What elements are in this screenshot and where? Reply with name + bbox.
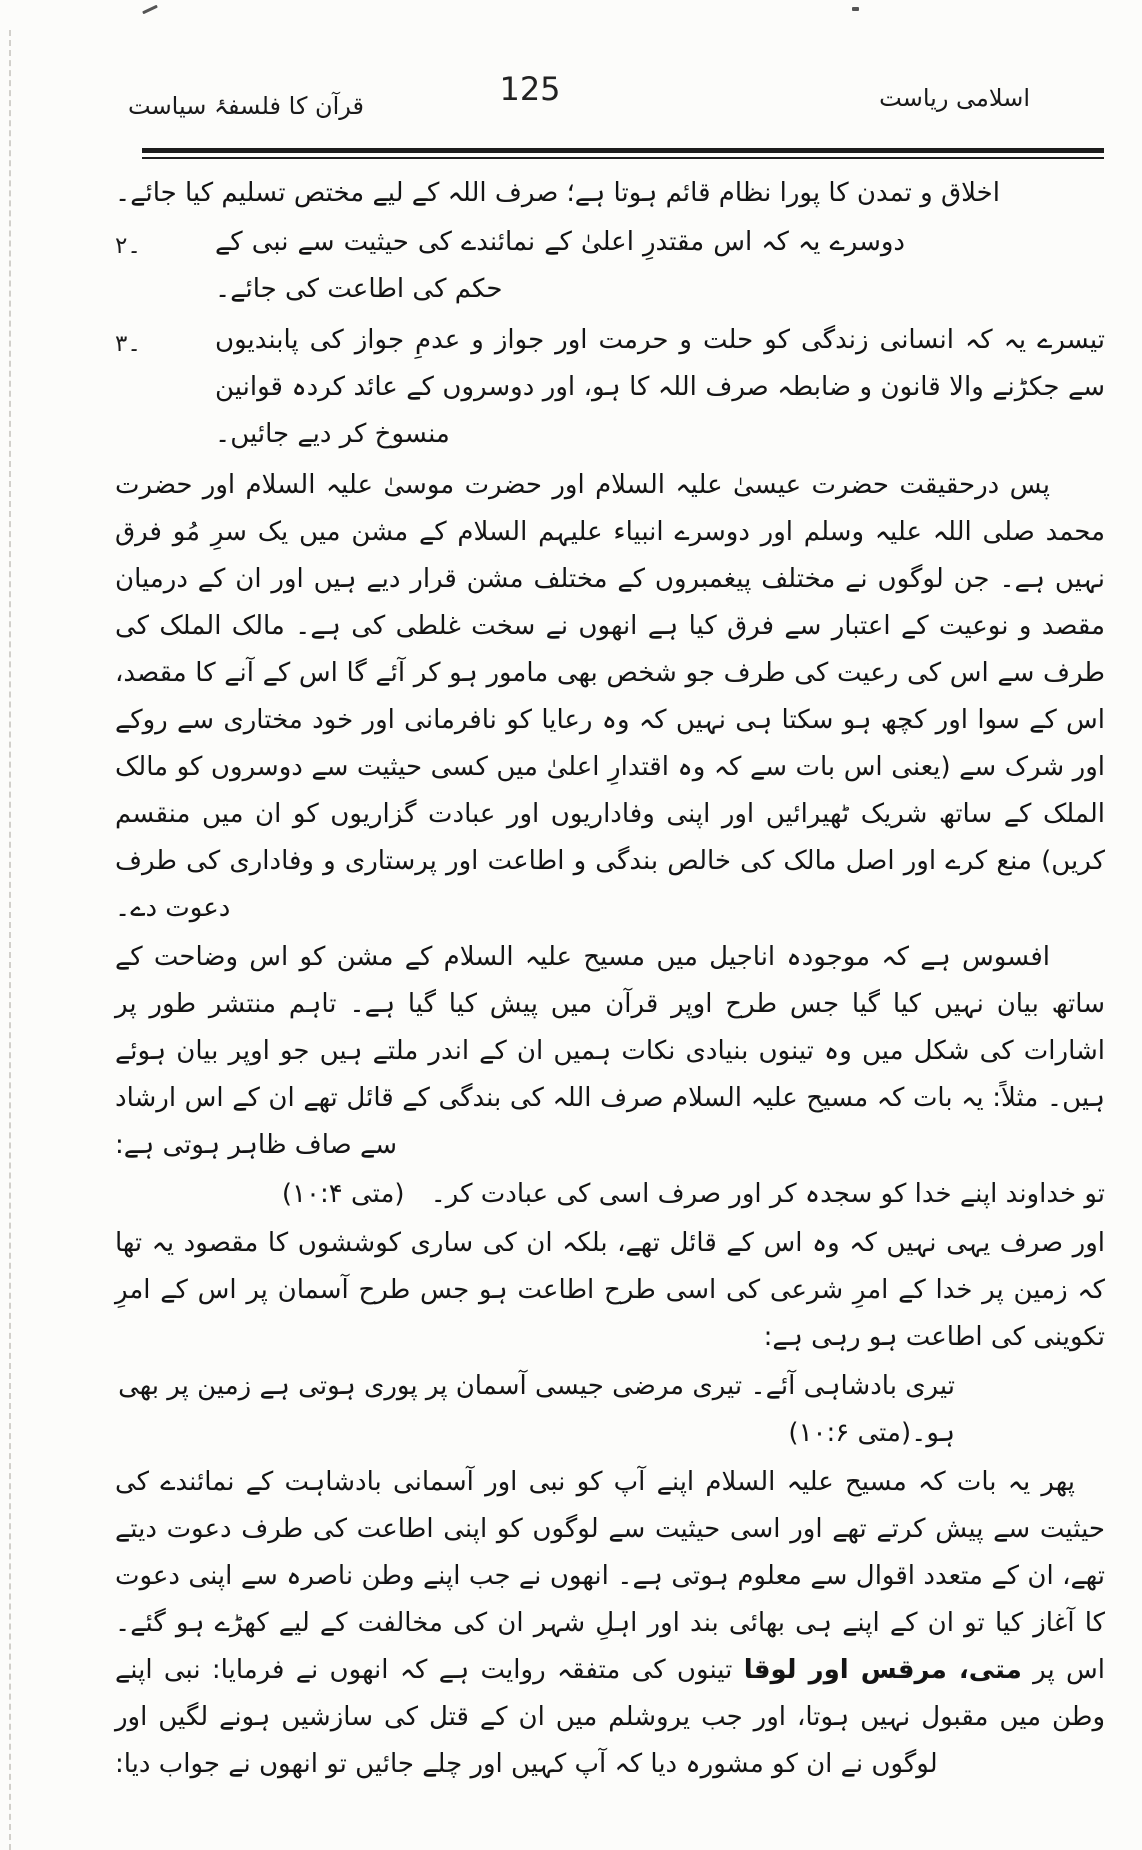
paragraph-kingdom-obedience: اور صرف یہی نہیں کہ وہ اس کے قائل تھے، بلکہ ان کی ساری کوششوں کا مقصود یہ تھا کہ زمین پر خدا کے امرِ شرعی کی اسی طرح اطاعت ہو جس طرح آسمان پر اس کے امرِ تکوینی کی اطاعت ہو رہی ہے:: [115, 1228, 1105, 1352]
item-3-text: تیسرے یہ کہ انسانی زندگی کو حلت و حرمت اور جواز و عدمِ جواز کی پابندیوں سے جکڑنے والا قانون و ضابطہ صرف اللہ کا ہو، اور دوسروں کے عائد کردہ قوانین منسوخ کر دیے جائیں۔: [215, 325, 1105, 449]
page-body: [115, 170, 1105, 1790]
running-head-right-title: اسلامی ریاست: [879, 84, 1030, 112]
paragraph-nazareth: [115, 1459, 1105, 1788]
item1-continuation-line: اخلاق و تمدن کا پورا نظام قائم ہوتا ہے؛ صرف اللہ کے لیے مختص تسلیم کیا جائے۔: [115, 178, 1000, 208]
paragraph-gospels-regret: افسوس ہے کہ موجودہ اناجیل میں مسیح علیہ السلام کے مشن کو اس وضاحت کے ساتھ بیان نہیں کیا گیا جس طرح اوپر قرآن میں پیش کیا گیا ہے۔ تاہم منتشر طور پر اشارات کی شکل میں وہ تینوں بنیادی نکات ہمیں ان کے اندر ملتے ہیں جو اوپر بیان ہوئے ہیں۔ مثلاً: یہ بات کہ مسیح علیہ السلام صرف اللہ کی بندگی کے قائل تھے ان کے اس ارشاد سے صاف ظاہر ہوتی ہے:: [115, 942, 1105, 1160]
quote-matthew-4-10-ref: (متی ۱۰:۴): [281, 1179, 405, 1209]
quote-matthew-4-10: [115, 1171, 1105, 1218]
numbered-item-2: [115, 219, 1105, 313]
quote-matthew-6-10: [115, 1363, 955, 1457]
scan-speck: [142, 5, 158, 14]
quote-matthew-6-10-text: تیری بادشاہی آئے۔ تیری مرضی جیسی آسمان پر پوری ہوتی ہے زمین پر بھی ہو۔: [118, 1371, 955, 1448]
header-double-rule: [142, 148, 1104, 159]
item-2-number: ۲۔: [115, 233, 141, 259]
quote-matthew-4-10-text: تو خداوند اپنے خدا کو سجدہ کر اور صرف اسی کی عبادت کر۔: [430, 1179, 1105, 1209]
paragraph-nazareth-bold-evangelists: متی، مرقس اور لوقا: [743, 1655, 1022, 1685]
numbered-item-3: [115, 317, 1105, 458]
paragraph-nazareth-post: تینوں کی متفقہ روایت ہے کہ انھوں نے فرمایا: نبی اپنے وطن میں مقبول نہیں ہوتا، اور جب یروشلم میں ان کے قتل کی سازشیں ہونے لگیں اور لوگوں نے ان کو مشورہ دیا کہ آپ کہیں اور چلے جائیں تو انھوں نے جواب دیا:: [115, 1655, 1105, 1779]
item-3-number: ۳۔: [115, 331, 141, 357]
paragraph-prophets-mission: پس درحقیقت حضرت عیسیٰ علیہ السلام اور حضرت موسیٰ علیہ السلام اور حضرت محمد صلی اللہ علیہ وسلم اور دوسرے انبیاء علیہم السلام کے مشن میں یک سرِ مُو فرق نہیں ہے۔ جن لوگوں نے مختلف پیغمبروں کے مختلف مشن قرار دیے ہیں اور ان کے درمیان مقصد و نوعیت کے اعتبار سے فرق کیا ہے انھوں نے سخت غلطی کی ہے۔ مالک الملک کی طرف سے اس کی رعیت کی طرف جو شخص بھی مامور ہو کر آئے گا اس کے آنے کا مقصد، اس کے سوا اور کچھ ہو سکتا ہی نہیں کہ وہ رعایا کو نافرمانی اور خود مختاری سے روکے اور شرک سے (یعنی اس بات سے کہ وہ اقتدارِ اعلیٰ میں کسی حیثیت سے دوسروں کو مالک الملک کے ساتھ شریک ٹھیرائیں اور اپنی وفاداریوں اور عبادت گزاریوں کو ان میں منقسم کریں) منع کرے اور اصل مالک کی خالص بندگی و اطاعت اور پرستاری و وفاداری کی طرف دعوت دے۔: [115, 470, 1105, 923]
scan-speck: [852, 7, 859, 11]
item-2-text: دوسرے یہ کہ اس مقتدرِ اعلیٰ کے نمائندے کی حیثیت سے نبی کے حکم کی اطاعت کی جائے۔: [215, 227, 905, 304]
running-head-left-title: قرآن کا فلسفۂ سیاست: [128, 92, 365, 120]
paragraph-nazareth-pre: پھر یہ بات کہ مسیح علیہ السلام اپنے آپ کو نبی اور آسمانی بادشاہت کے نمائندے کی حیثیت سے پیش کرتے تھے اور اسی حیثیت سے لوگوں کو اپنی اطاعت کی طرف دعوت دیتے تھے، ان کے متعدد اقوال سے معلوم ہوتی ہے۔ انھوں نے جب اپنے وطن ناصرہ سے اپنی دعوت کا آغاز کیا تو ان کے اپنے ہی بھائی بند اور اہلِ شہر ان کی مخالفت کے لیے کھڑے ہو گئے۔ اس پر: [115, 1467, 1105, 1685]
quote-matthew-6-10-ref: (متی ۱۰:۶): [788, 1418, 912, 1448]
page-binding-edge-artifact: [9, 30, 11, 1850]
page-number: 125: [499, 70, 561, 108]
